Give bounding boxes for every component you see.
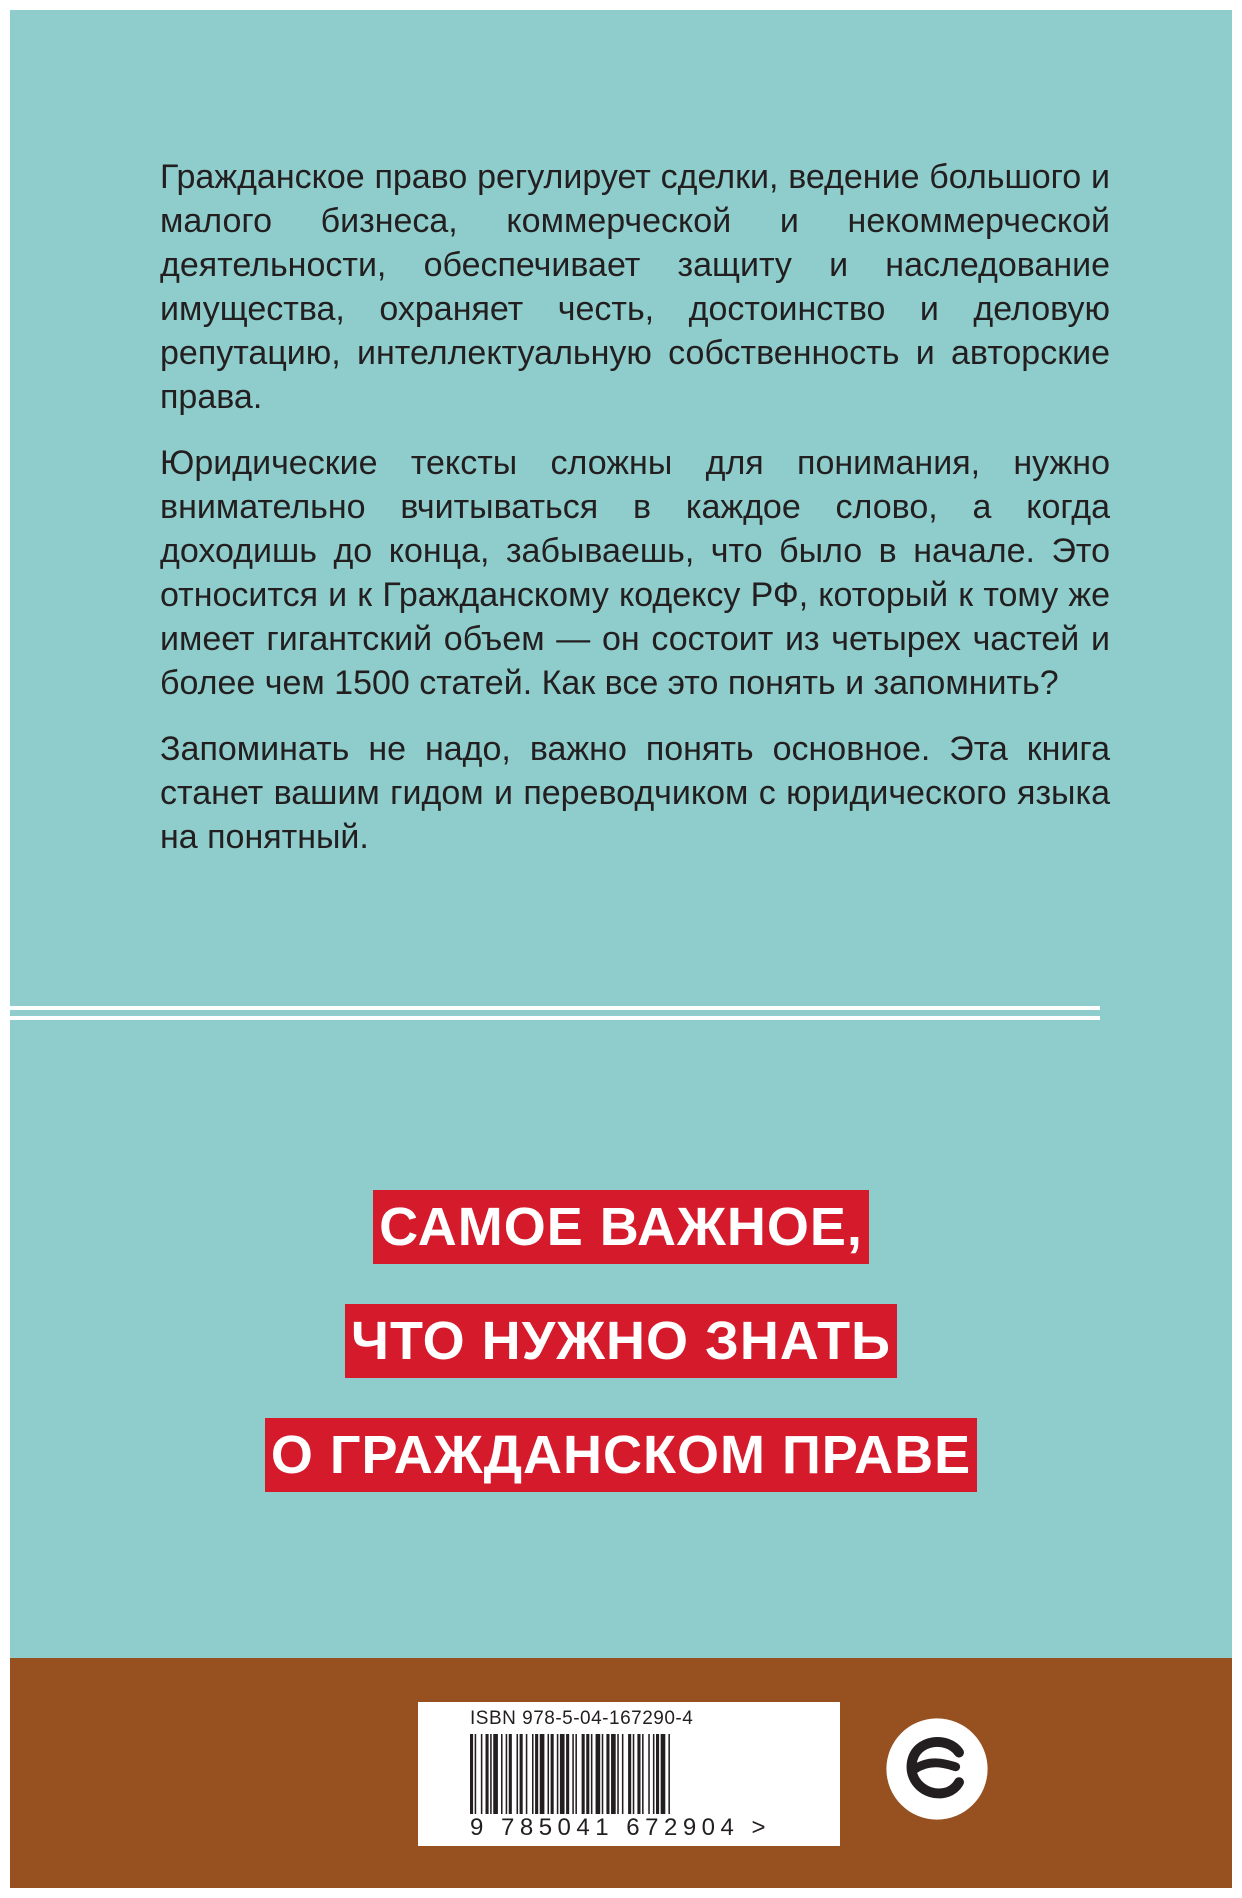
barcode-label [418, 1702, 840, 1846]
barcode-bar [617, 1734, 619, 1814]
bottom-band [10, 1658, 1232, 1888]
barcode-bar [540, 1734, 545, 1814]
barcode-bar [481, 1734, 483, 1814]
barcode-bar [642, 1734, 644, 1814]
barcode-bar [602, 1734, 604, 1814]
barcode-bar [486, 1734, 489, 1814]
barcode-bar [582, 1734, 585, 1814]
barcode-bar [566, 1734, 569, 1814]
barcode-icon [470, 1734, 740, 1814]
divider-line [10, 1016, 1100, 1020]
barcode-bar [596, 1734, 601, 1814]
divider-line [10, 1006, 1100, 1010]
description-paragraph: Юридические тексты сложны для понимания, нужно внимательно вчитываться в каждое слово, а когда доходишь до конца, забываешь, что было в начале. Это относится и к Гражданскому кодексу РФ, который к тому же имеет гигантский объем — он состоит из четырех частей и более чем 1500 статей. Как все это понять и запомнить? [160, 444, 1110, 702]
barcode-bar [611, 1734, 616, 1814]
barcode-bar [633, 1734, 635, 1814]
barcode-bar [656, 1734, 659, 1814]
barcode-bar [661, 1734, 666, 1814]
barcode-bar [535, 1734, 538, 1814]
headline [10, 1190, 1232, 1532]
barcode-bar [668, 1734, 670, 1814]
barcode-bar [557, 1734, 559, 1814]
barcode-bar [560, 1734, 565, 1814]
isbn-text: ISBN 978-5-04-167290-4 [470, 1708, 694, 1729]
description-block [160, 155, 1110, 881]
barcode-bar [517, 1734, 519, 1814]
barcode-bar [509, 1734, 512, 1814]
barcode-bar [622, 1734, 624, 1814]
headline-line: САМОЕ ВАЖНОЕ, [373, 1190, 869, 1264]
barcode-bar [551, 1734, 554, 1814]
barcode-bar [548, 1734, 550, 1814]
barcode-bar [501, 1734, 503, 1814]
barcode-bar [470, 1734, 473, 1814]
barcode-bar [532, 1734, 534, 1814]
barcode-bar [653, 1734, 655, 1814]
barcode-bar [490, 1734, 492, 1814]
barcode-bar [606, 1734, 609, 1814]
barcode-bar [506, 1734, 508, 1814]
barcode-bar [575, 1734, 577, 1814]
barcode-bar [475, 1734, 477, 1814]
eksmo-logo-icon [882, 1714, 992, 1824]
barcode-bar [591, 1734, 593, 1814]
description-paragraph: Запоминать не надо, важно понять основное. Эта книга станет вашим гидом и переводчиком с юридического языка на понятный. [160, 730, 1110, 856]
barcode-bar [520, 1734, 523, 1814]
book-back-cover [10, 10, 1232, 1888]
barcode-bar [648, 1734, 650, 1814]
headline-line: ЧТО НУЖНО ЗНАТЬ [345, 1304, 897, 1378]
barcode-bar [572, 1734, 574, 1814]
barcode-bar [586, 1734, 589, 1814]
ean-digits: 9 785041 672904 > [470, 1814, 772, 1841]
barcode-bar [526, 1734, 528, 1814]
headline-line: О ГРАЖДАНСКОМ ПРАВЕ [265, 1418, 977, 1492]
description-paragraph: Гражданское право регулирует сделки, ведение большого и малого бизнеса, коммерческой и некоммерческой деятельности, обеспечивает защиту и наследование имущества, охраняет честь, достоинство и деловую репутацию, интеллектуальную собственность и авторские права. [160, 158, 1110, 416]
barcode-bar [493, 1734, 498, 1814]
barcode-bar [628, 1734, 631, 1814]
barcode-bar [637, 1734, 640, 1814]
